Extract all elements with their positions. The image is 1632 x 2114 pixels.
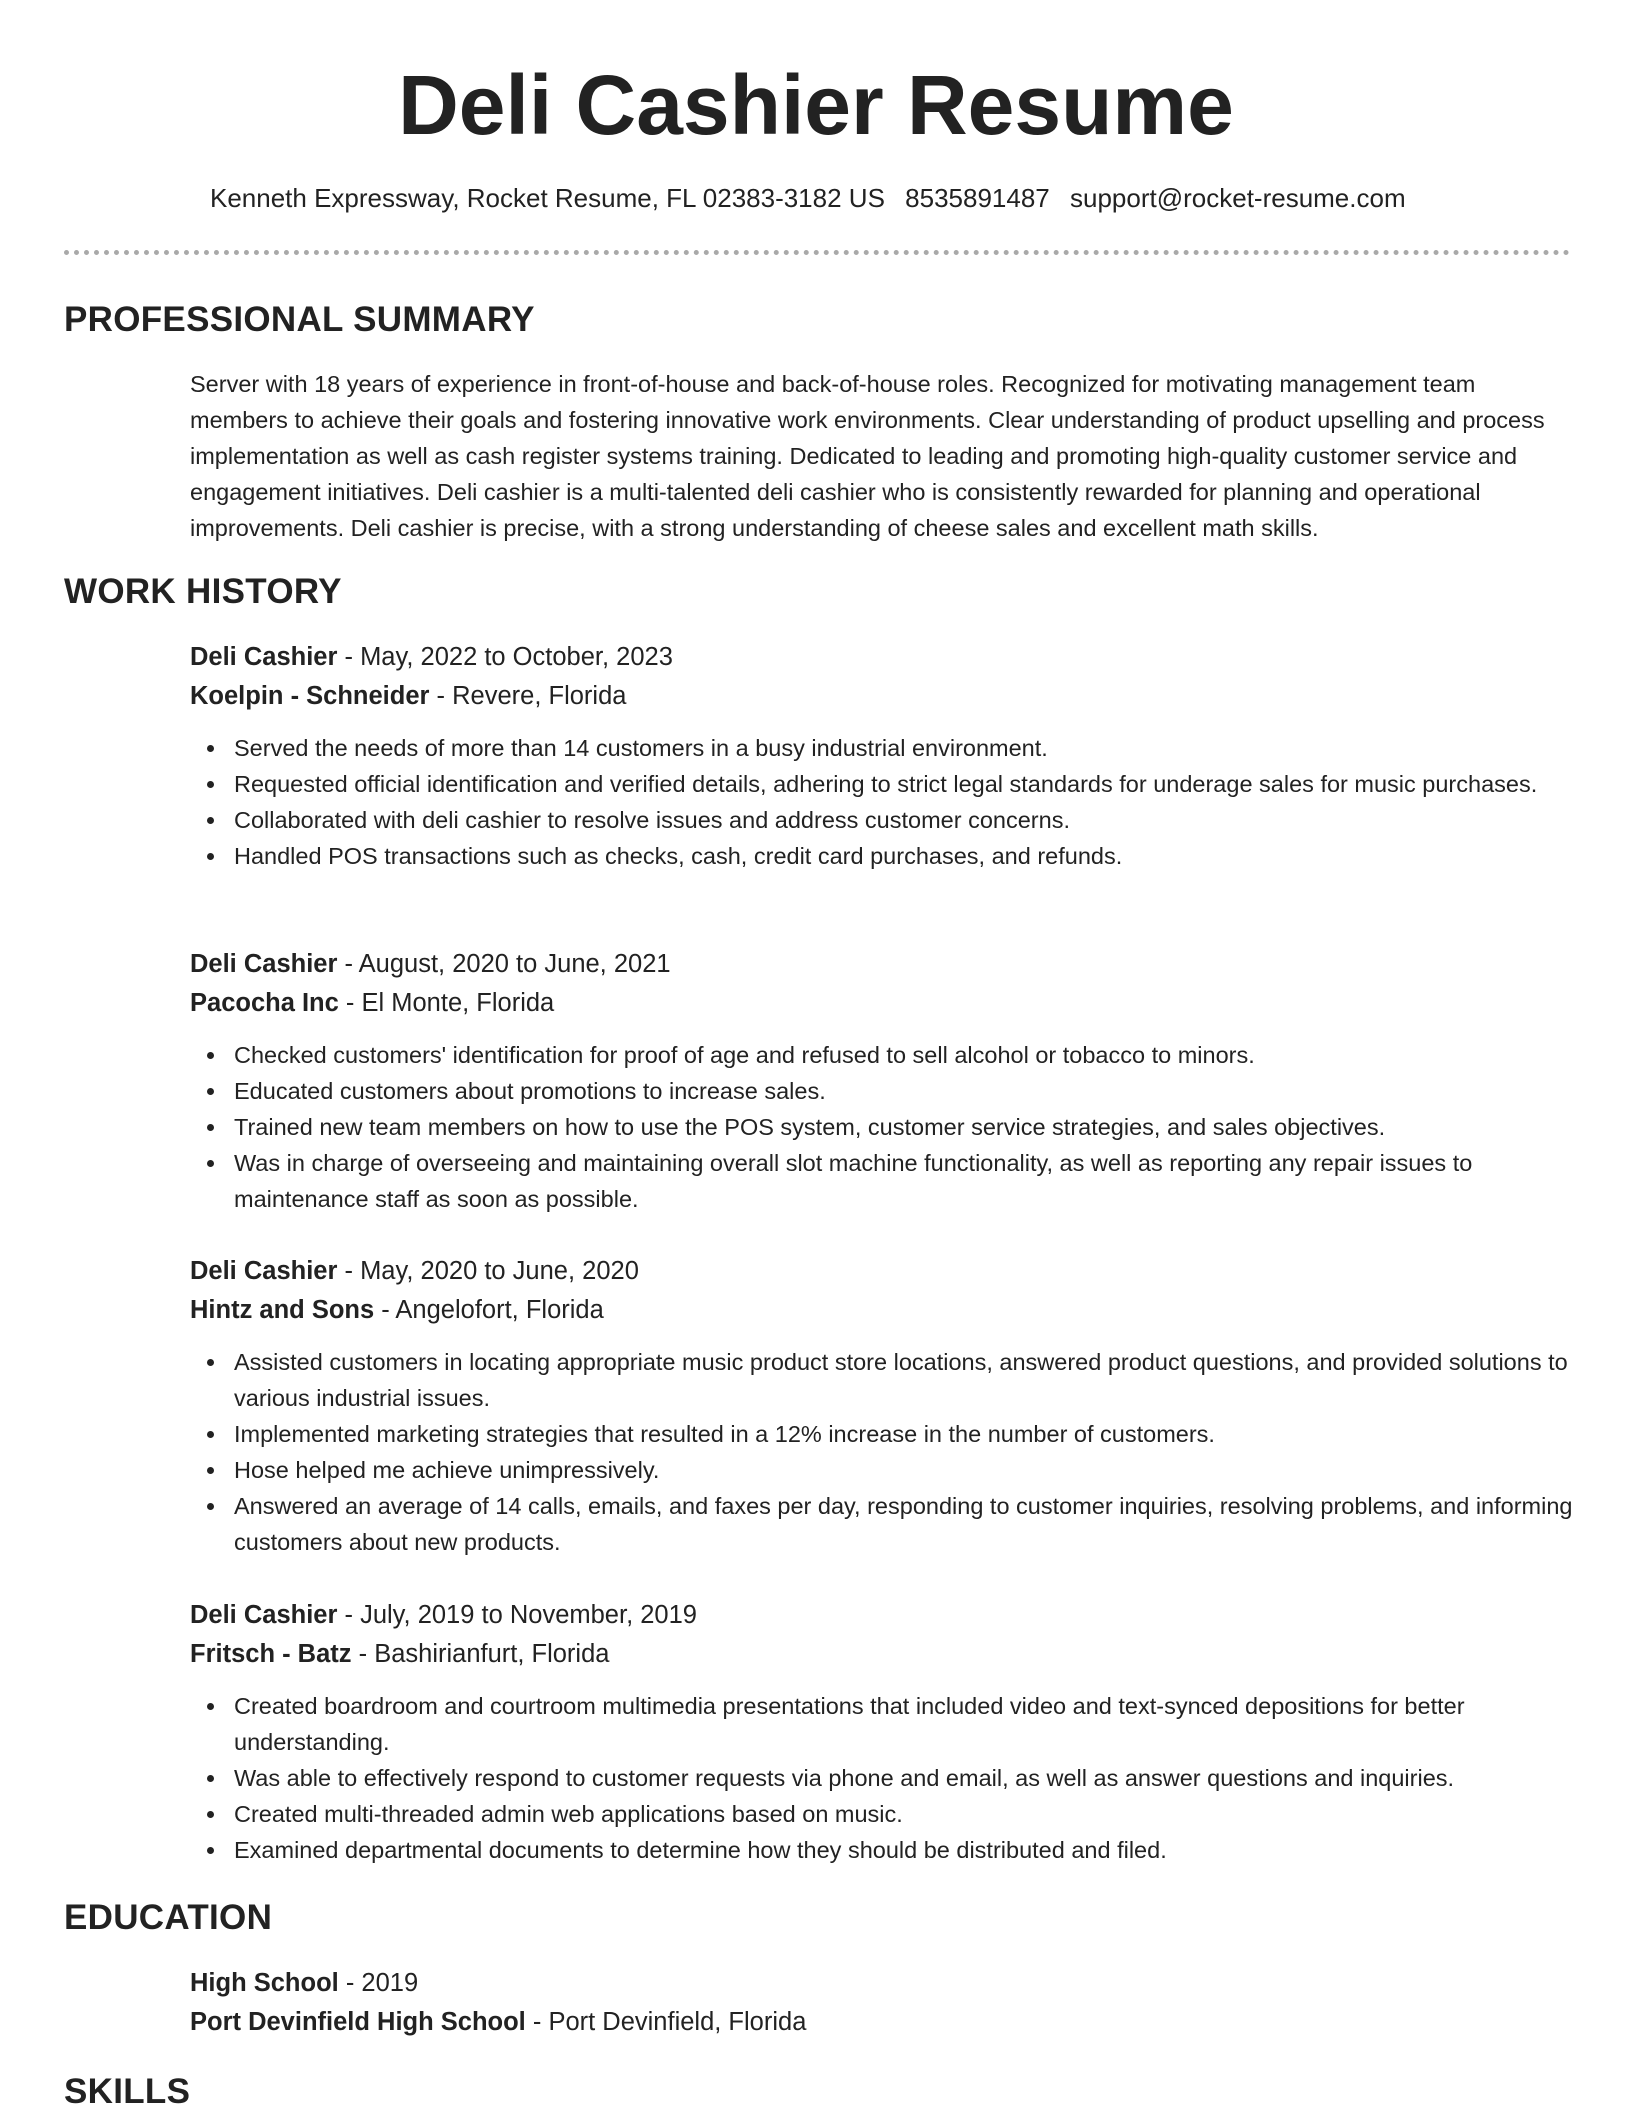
job-bullet: Handled POS transactions such as checks, cash, credit card purchases, and refunds. [234, 838, 1580, 874]
job-bullets [190, 1037, 1580, 1217]
job-entry [190, 1596, 1580, 1868]
job-title-line [190, 1596, 1580, 1635]
job-bullet: Hose helped me achieve unimpressively. [234, 1452, 1580, 1488]
job-title: Deli Cashier [190, 1257, 338, 1285]
job-location: - Angelofort, Florida [374, 1296, 604, 1324]
resume-title: Deli Cashier Resume [398, 58, 1234, 152]
job-location: - Bashirianfurt, Florida [351, 1640, 610, 1668]
education-school-line [190, 2003, 1580, 2042]
job-bullet: Created multi-threaded admin web applications based on music. [234, 1796, 1580, 1832]
education-degree: High School [190, 1969, 339, 1997]
job-entry [190, 1252, 1580, 1560]
education-location: - Port Devinfield, Florida [525, 2008, 807, 2036]
section-title-work-history: WORK HISTORY [64, 572, 342, 611]
job-company-line [190, 984, 1580, 1023]
job-title: Deli Cashier [190, 643, 338, 671]
job-bullet: Examined departmental documents to determine how they should be distributed and filed. [234, 1832, 1580, 1868]
job-bullet: Implemented marketing strategies that resulted in a 12% increase in the number of customers. [234, 1416, 1580, 1452]
job-dates: - May, 2020 to June, 2020 [337, 1257, 639, 1285]
job-title-line [190, 638, 1580, 677]
job-bullet: Answered an average of 14 calls, emails, and faxes per day, responding to customer inquiries, resolving problems, and informing customers about new products. [234, 1488, 1580, 1560]
job-title: Deli Cashier [190, 950, 338, 978]
section-title-education: EDUCATION [64, 1898, 273, 1937]
job-entry [190, 945, 1580, 1217]
job-bullet: Was in charge of overseeing and maintaining overall slot machine functionality, as well as reporting any repair issues to maintenance staff as soon as possible. [234, 1145, 1580, 1217]
contact-phone: 8535891487 [905, 183, 1050, 213]
job-bullet: Was able to effectively respond to customer requests via phone and email, as well as answer questions and inquiries. [234, 1760, 1580, 1796]
job-bullet: Served the needs of more than 14 customers in a busy industrial environment. [234, 730, 1580, 766]
header-divider [64, 250, 1570, 255]
job-title: Deli Cashier [190, 1601, 338, 1629]
job-bullet: Trained new team members on how to use the POS system, customer service strategies, and sales objectives. [234, 1109, 1580, 1145]
job-entry [190, 638, 1580, 874]
job-dates: - May, 2022 to October, 2023 [337, 643, 673, 671]
job-company-line [190, 677, 1580, 716]
job-dates: - August, 2020 to June, 2021 [337, 950, 671, 978]
job-location: - El Monte, Florida [338, 989, 555, 1017]
job-bullet: Assisted customers in locating appropriate music product store locations, answered product questions, and provided solutions to various industrial issues. [234, 1344, 1580, 1416]
job-company: Hintz and Sons [190, 1296, 375, 1324]
summary-text: Server with 18 years of experience in front-of-house and back-of-house roles. Recognized for motivating management team members to achieve their goals and fostering innovative work environments. Clear understanding of product upselling and process implementation as well as cash register systems training. Dedicated to leading and promoting high-quality customer service and engagement initiatives. Deli cashier is a multi-talented deli cashier who is consistently rewarded for planning and operational improvements. Deli cashier is precise, with a strong understanding of cheese sales and excellent math skills. [190, 371, 1545, 541]
section-title-skills: SKILLS [64, 2072, 191, 2111]
job-bullet: Educated customers about promotions to increase sales. [234, 1073, 1580, 1109]
job-title-line [190, 1252, 1580, 1291]
job-bullet: Created boardroom and courtroom multimedia presentations that included video and text-synced depositions for better understanding. [234, 1688, 1580, 1760]
contact-address: Kenneth Expressway, Rocket Resume, FL 02383-3182 US [210, 183, 885, 213]
job-location: - Revere, Florida [429, 682, 627, 710]
education-year: - 2019 [338, 1969, 419, 1997]
job-company-line [190, 1291, 1580, 1330]
section-title-summary: PROFESSIONAL SUMMARY [64, 300, 535, 339]
job-bullets [190, 730, 1580, 874]
job-bullets [190, 1344, 1580, 1560]
job-bullet: Requested official identification and verified details, adhering to strict legal standards for underage sales for music purchases. [234, 766, 1580, 802]
education-degree-line [190, 1964, 1580, 2003]
job-dates: - July, 2019 to November, 2019 [337, 1601, 697, 1629]
contact-line [210, 180, 1419, 216]
education-entry [190, 1964, 1580, 2042]
job-bullet: Collaborated with deli cashier to resolve issues and address customer concerns. [234, 802, 1580, 838]
job-bullets [190, 1688, 1580, 1868]
education-school: Port Devinfield High School [190, 2008, 526, 2036]
job-company-line [190, 1635, 1580, 1674]
job-company: Koelpin - Schneider [190, 682, 430, 710]
contact-email[interactable]: support@rocket-resume.com [1070, 183, 1406, 213]
job-company: Fritsch - Batz [190, 1640, 352, 1668]
job-company: Pacocha Inc [190, 989, 339, 1017]
job-title-line [190, 945, 1580, 984]
job-bullet: Checked customers' identification for proof of age and refused to sell alcohol or tobacco to minors. [234, 1037, 1580, 1073]
